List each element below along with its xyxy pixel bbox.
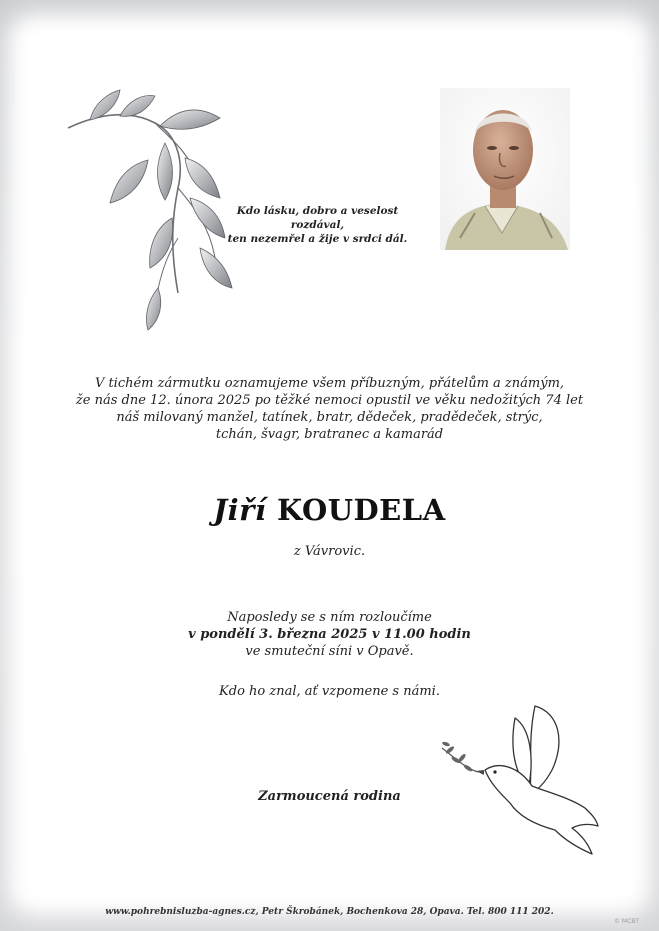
funeral-date-time: v pondělí 3. března 2025 v 11.00 hodin <box>188 627 471 642</box>
announcement-line-4: tchán, švagr, bratranec a kamarád <box>215 427 444 442</box>
funeral-line-1: Naposledy se s ním rozloučíme <box>227 610 432 625</box>
funeral-details <box>0 609 659 660</box>
announcement-line-1: V tichém zármutku oznamujeme všem příbuzným, přátelům a známým, <box>94 376 565 391</box>
announcement-line-3: náš milovaný manžel, tatínek, bratr, dědeček, pradědeček, strýc, <box>116 410 543 425</box>
watermark-code: © MCBT <box>614 918 640 925</box>
quote-line-1: Kdo lásku, dobro a veselost rozdával, <box>236 205 399 231</box>
announcement-line-2: že nás dne 12. února 2025 po těžké nemoci opustil ve věku nedožitých 74 let <box>75 393 584 408</box>
remember-text: Kdo ho znal, ať vzpomene s námi. <box>219 684 440 699</box>
deceased-last-name: KOUDELA <box>277 493 446 527</box>
memorial-quote <box>210 204 425 246</box>
quote-line-2: ten nezemřel a žije v srdci dál. <box>227 233 408 245</box>
family-signature: Zarmoucená rodina <box>258 789 401 804</box>
deceased-first-name: Jiří <box>213 493 267 527</box>
funeral-location: ve smuteční síni v Opavě. <box>245 644 414 659</box>
dove-with-olive-branch-icon <box>440 698 605 863</box>
deceased-origin: z Vávrovic. <box>293 544 366 559</box>
announcement-text <box>60 375 599 443</box>
portrait-photo <box>440 88 570 250</box>
footer-contact: www.pohrebnisluzba-agnes.cz, Petr Škrobánek, Bochenkova 28, Opava. Tel. 800 111 202. <box>105 907 554 917</box>
deceased-name <box>0 493 659 527</box>
